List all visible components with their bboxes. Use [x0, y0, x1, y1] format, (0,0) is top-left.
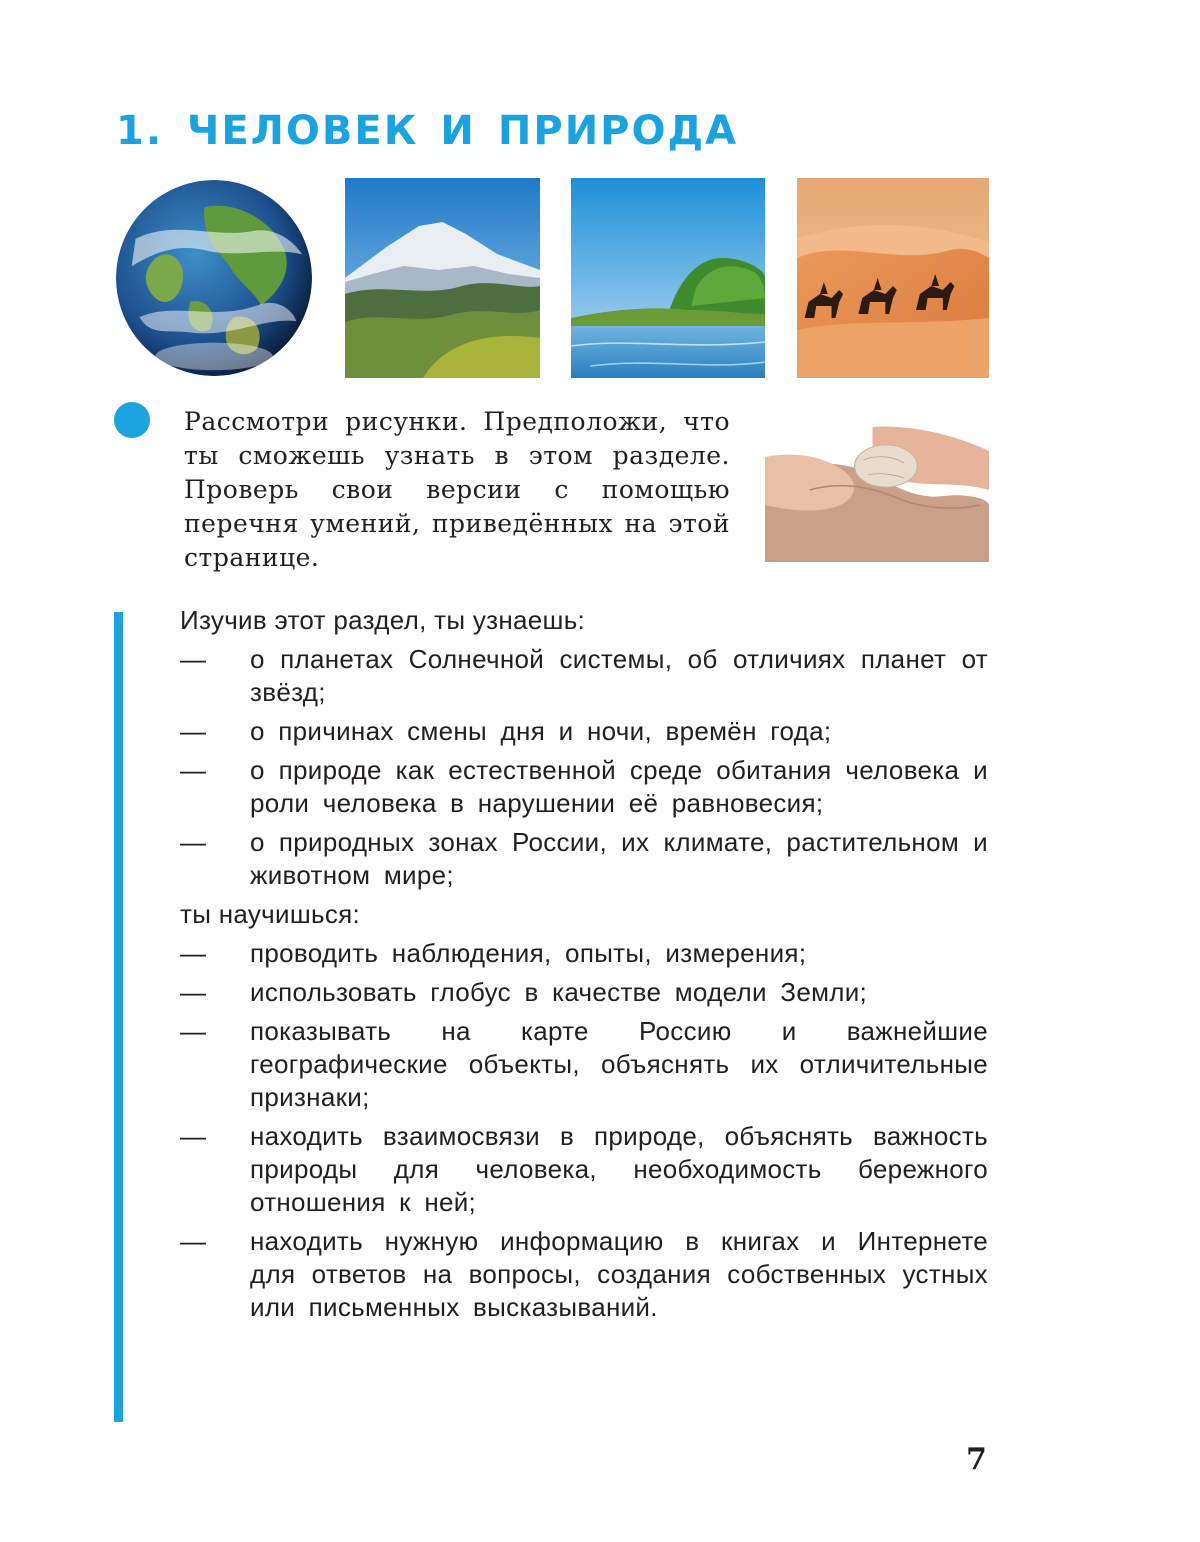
learn-list [180, 643, 988, 892]
dash-marker: — [180, 755, 207, 785]
task-paragraph: Рассмотри рисунки. Предположи, что ты сможешь узнать в этом разделе. Проверь свои версии с помощью перечня умений, приведённых на этой странице. [184, 407, 730, 572]
skills-list [180, 937, 988, 1324]
learn-lead: Изучив этот раздел, ты узнаешь: [180, 605, 586, 635]
list-item-text: о причинах смены дня и ночи, времён года; [250, 716, 832, 746]
list-item [180, 1225, 988, 1324]
desert-camels-image [797, 178, 989, 378]
dash-marker: — [180, 1016, 207, 1046]
list-item [180, 715, 988, 748]
list-item [180, 1120, 988, 1219]
list-item [180, 976, 988, 1009]
dash-marker: — [180, 1226, 207, 1256]
section-title [116, 108, 738, 154]
dash-marker: — [180, 977, 207, 1007]
list-item-text: находить нужную информацию в книгах и Интернете для ответов на вопросы, создания собственных устных или письменных высказываний. [250, 1226, 988, 1322]
list-item-text: проводить наблюдения, опыты, измерения; [250, 938, 807, 968]
title-word-1: ЧЕЛОВЕК [187, 108, 419, 154]
title-word-3: ПРИРОДА [497, 108, 739, 154]
dash-marker: — [180, 716, 207, 746]
dash-marker: — [180, 1121, 207, 1151]
list-item-text: находить взаимосвязи в природе, объяснять важность природы для человека, необходимость бережного отношения к ней; [250, 1121, 988, 1217]
dash-marker: — [180, 827, 207, 857]
list-item-text: показывать на карте Россию и важнейшие географические объекты, объяснять их отличительные признаки; [250, 1016, 988, 1112]
list-item [180, 826, 988, 892]
hands-holding-globe-image [765, 412, 989, 562]
list-item-text: использовать глобус в качестве модели Земли; [250, 977, 868, 1007]
dash-marker: — [180, 938, 207, 968]
earth-globe-image [116, 180, 312, 376]
list-item-text: о природных зонах России, их климате, растительном и животном мире; [250, 827, 988, 890]
list-item-text: о планетах Солнечной системы, об отличиях планет от звёзд; [250, 644, 988, 707]
accent-bar [114, 612, 123, 1422]
river-landscape-image [571, 178, 765, 378]
skills-lead: ты научишься: [180, 899, 361, 929]
list-item [180, 754, 988, 820]
title-word-2: И [440, 108, 476, 154]
list-item [180, 937, 988, 970]
list-item-text: о природе как естественной среде обитания человека и роли человека в нарушении её равновесия; [250, 755, 988, 818]
page-number: 7 [966, 1442, 987, 1477]
section-number: 1. [116, 108, 164, 154]
list-item [180, 643, 988, 709]
task-marker-dot [114, 402, 150, 438]
list-item [180, 1015, 988, 1114]
dash-marker: — [180, 644, 207, 674]
mountain-landscape-image [345, 178, 540, 378]
objectives-block [180, 604, 988, 1330]
